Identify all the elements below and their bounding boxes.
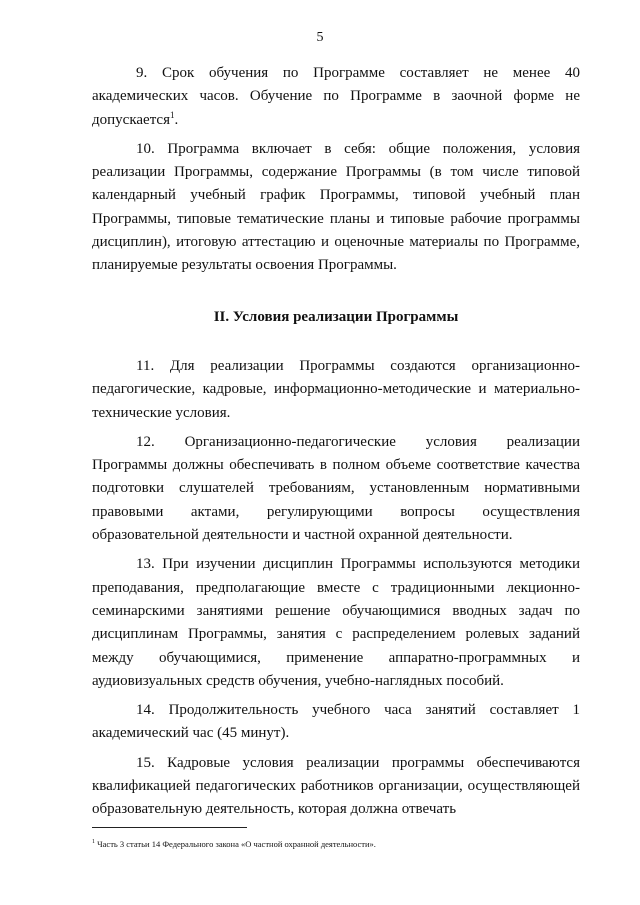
paragraph-11: 11. Для реализации Программы создаются организационно-педагогические, кадровые, информационно-методические и материально-технические условия. bbox=[92, 357, 580, 421]
paragraph-9 bbox=[92, 62, 580, 132]
document-body bbox=[92, 62, 580, 828]
section-heading: II. Условия реализации Программы bbox=[213, 308, 459, 325]
page-number: 5 bbox=[316, 30, 324, 45]
paragraph-13: 13. При изучении дисциплин Программы используются методики преподавания, предполагающие вместе с традиционными лекционно-семинарскими занятиями решение обучающимися вводных задач по дисциплинам Программы, занятия с распределением ролевых заданий между обучающимися, применение аппаратно-программных и аудиовизуальных средств обучения, учебно-наглядных пособий. bbox=[92, 556, 580, 689]
paragraph-9-end: . bbox=[174, 111, 179, 128]
footnote bbox=[92, 836, 580, 850]
paragraph-15: 15. Кадровые условия реализации программы обеспечиваются квалификацией педагогических работников организации, осуществляющей образовательную деятельность, которая должна отвечать bbox=[92, 754, 580, 818]
paragraph-10: 10. Программа включает в себя: общие положения, условия реализации Программы, содержание Программы (в том числе типовой календарный учебный график Программы, типовой учебный план Программы, типовые тематические планы и типовые рабочие программы дисциплин), итоговую аттестацию и оценочные материалы по Программе, планируемые результаты освоения Программы. bbox=[92, 140, 580, 274]
footnote-reference[interactable]: 1 bbox=[170, 109, 175, 120]
paragraph-14: 14. Продолжительность учебного часа занятий составляет 1 академический час (45 минут). bbox=[92, 702, 580, 742]
paragraph-9-text: 9. Срок обучения по Программе составляет не менее 40 академических часов. Обучение по Программе в заочной форме не допускается bbox=[92, 65, 580, 128]
footnote-separator bbox=[92, 827, 247, 828]
footnote-text: Часть 3 статьи 14 Федерального закона «О частной охранной деятельности». bbox=[95, 838, 376, 849]
footnote-number: 1 bbox=[92, 839, 95, 845]
paragraph-12: 12. Организационно-педагогические условия реализации Программы должны обеспечивать в полном объеме соответствие качества подготовки слушателей требованиям, установленным нормативными правовыми актами, регулирующими вопросы осуществления образовательной деятельности и частной охранной деятельности. bbox=[92, 433, 580, 544]
